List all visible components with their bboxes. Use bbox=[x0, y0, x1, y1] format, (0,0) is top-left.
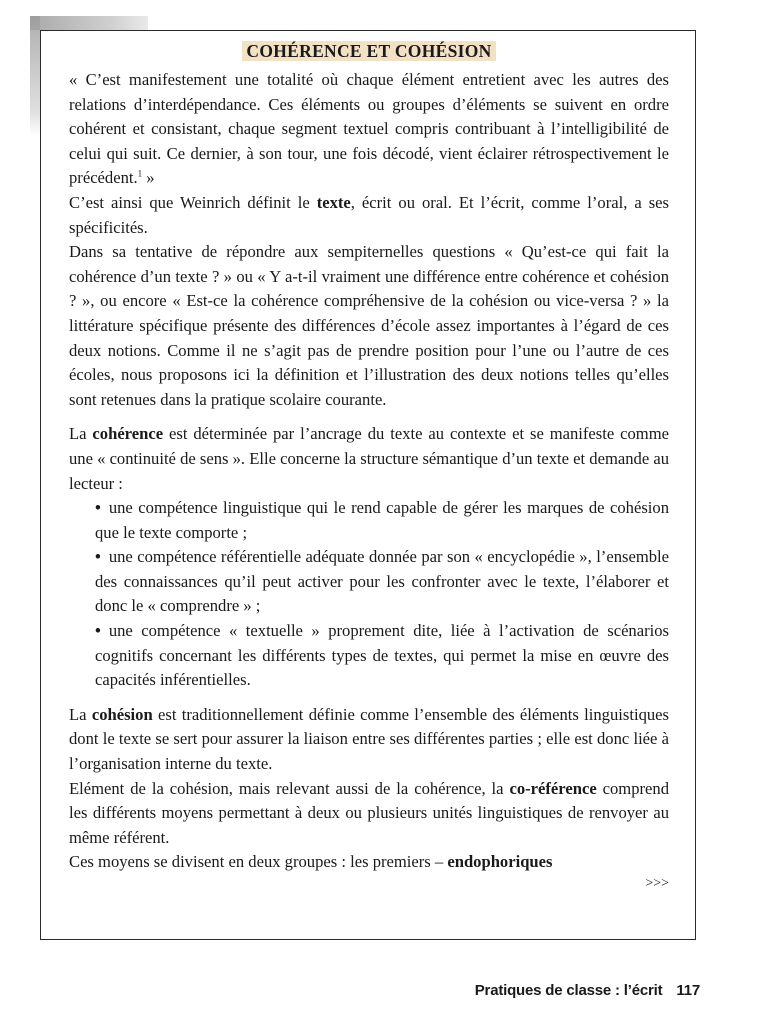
scan-shadow-left bbox=[30, 16, 40, 136]
paragraph-coreference-text: comprend les différents moyens permettant à deux ou plusieurs unités linguistiques de renvoyer au même référent. bbox=[69, 778, 669, 847]
term-texte: texte bbox=[316, 192, 351, 212]
paragraph-groups bbox=[69, 850, 669, 875]
footer-label: Pratiques de classe : l’écrit bbox=[474, 982, 663, 999]
term-coherence: cohérence bbox=[92, 424, 164, 444]
paragraph-coherence-lead: La bbox=[69, 424, 93, 444]
term-endophoriques: endophoriques bbox=[447, 852, 553, 872]
title-text: COHÉRENCE ET COHÉSION bbox=[242, 41, 495, 61]
page-footer bbox=[470, 982, 700, 999]
spacer bbox=[69, 693, 669, 703]
list-item bbox=[95, 496, 669, 545]
quote-close: » bbox=[142, 168, 155, 188]
paragraph-cohesion-lead: La bbox=[69, 704, 92, 724]
paragraph-cohesion bbox=[69, 703, 669, 777]
scan-shadow-top bbox=[30, 16, 148, 30]
quote-text: « C’est manifestement une totalité où chaque élément entretient avec les autres des relations d’interdépendance. Ces éléments ou groupes d’éléments se suivent en ordre cohérent et consistant, chaque segment textuel compris contribuant à l’intelligibilité de celui qui suit. Ce dernier, à son tour, une fois décodé, vient éclairer rétrospectivement le précédent. bbox=[69, 70, 669, 188]
competence-list bbox=[69, 496, 669, 693]
paragraph-cohesion-text: est traditionnellement définie comme l’ensemble des éléments linguistiques dont le texte se sert pour assurer la liaison entre ses différentes parties ; elle est donc liée à l’organisation interne du texte. bbox=[69, 704, 669, 774]
paragraph-definition-text-end: , écrit ou oral. Et l’écrit, comme l’oral, a ses spécificités. bbox=[69, 192, 669, 237]
paragraph-questions: Dans sa tentative de répondre aux sempiternelles questions « Qu’est-ce qui fait la cohérence d’un texte ? » ou « Y a-t-il vraiment une différence entre cohérence et cohésion ? », ou encore « Est-ce la cohérence compréhensive de la cohésion ou vice-versa ? » la littérature spécifique présente des différences d’école assez importantes à l’égard de ces deux notions. Comme il ne s’agit pas de prendre position pour l’une ou l’autre de ces écoles, nous proposons ici la définition et l’illustration des deux notions telles qu’elles sont retenues dans la pratique scolaire courante. bbox=[69, 242, 669, 409]
paragraph-groups-text: Ces moyens se divisent en deux groupes : les premiers – bbox=[69, 852, 448, 872]
term-co-reference: co-référence bbox=[509, 778, 597, 798]
list-item bbox=[95, 545, 669, 619]
footnote-marker: 1 bbox=[137, 168, 143, 179]
page-title bbox=[69, 41, 669, 62]
continue-marker: >>> bbox=[645, 876, 669, 891]
paragraph-quote bbox=[69, 68, 669, 191]
list-item-text: une compétence linguistique qui le rend capable de gérer les marques de cohésion que le texte comporte ; bbox=[95, 498, 669, 542]
list-item-text: une compétence « textuelle » proprement dite, liée à l’activation de scénarios cognitifs concernant les différents types de textes, qui permet la mise en œuvre des capacités inférentielles. bbox=[95, 621, 669, 690]
bullet-icon: • bbox=[95, 621, 101, 641]
list-item bbox=[95, 619, 669, 693]
paragraph-coherence-text: est déterminée par l’ancrage du texte au contexte et se manifeste comme une « continuité de sens ». Elle concerne la structure sémantique d’un texte et demande au lecteur : bbox=[69, 424, 669, 493]
list-item-text: une compétence référentielle adéquate donnée par son « encyclopédie », l’ensemble des connaissances qu’il peut activer pour les confronter avec le texte, l’élaborer et donc le « comprendre » ; bbox=[95, 547, 669, 616]
paragraph-definition bbox=[69, 191, 669, 240]
bullet-icon: • bbox=[95, 498, 101, 518]
paragraph-definition-text: C’est ainsi que Weinrich définit le bbox=[69, 192, 317, 212]
paragraph-coherence bbox=[69, 422, 669, 496]
bullet-icon: • bbox=[95, 547, 101, 567]
paragraph-coreference-lead: Elément de la cohésion, mais relevant aussi de la cohérence, la bbox=[69, 778, 510, 798]
page-number: 117 bbox=[676, 982, 700, 999]
content-frame bbox=[40, 30, 696, 940]
paragraph-coreference bbox=[69, 777, 669, 851]
term-cohesion: cohésion bbox=[91, 704, 153, 724]
body-text bbox=[69, 68, 669, 875]
spacer bbox=[69, 412, 669, 422]
